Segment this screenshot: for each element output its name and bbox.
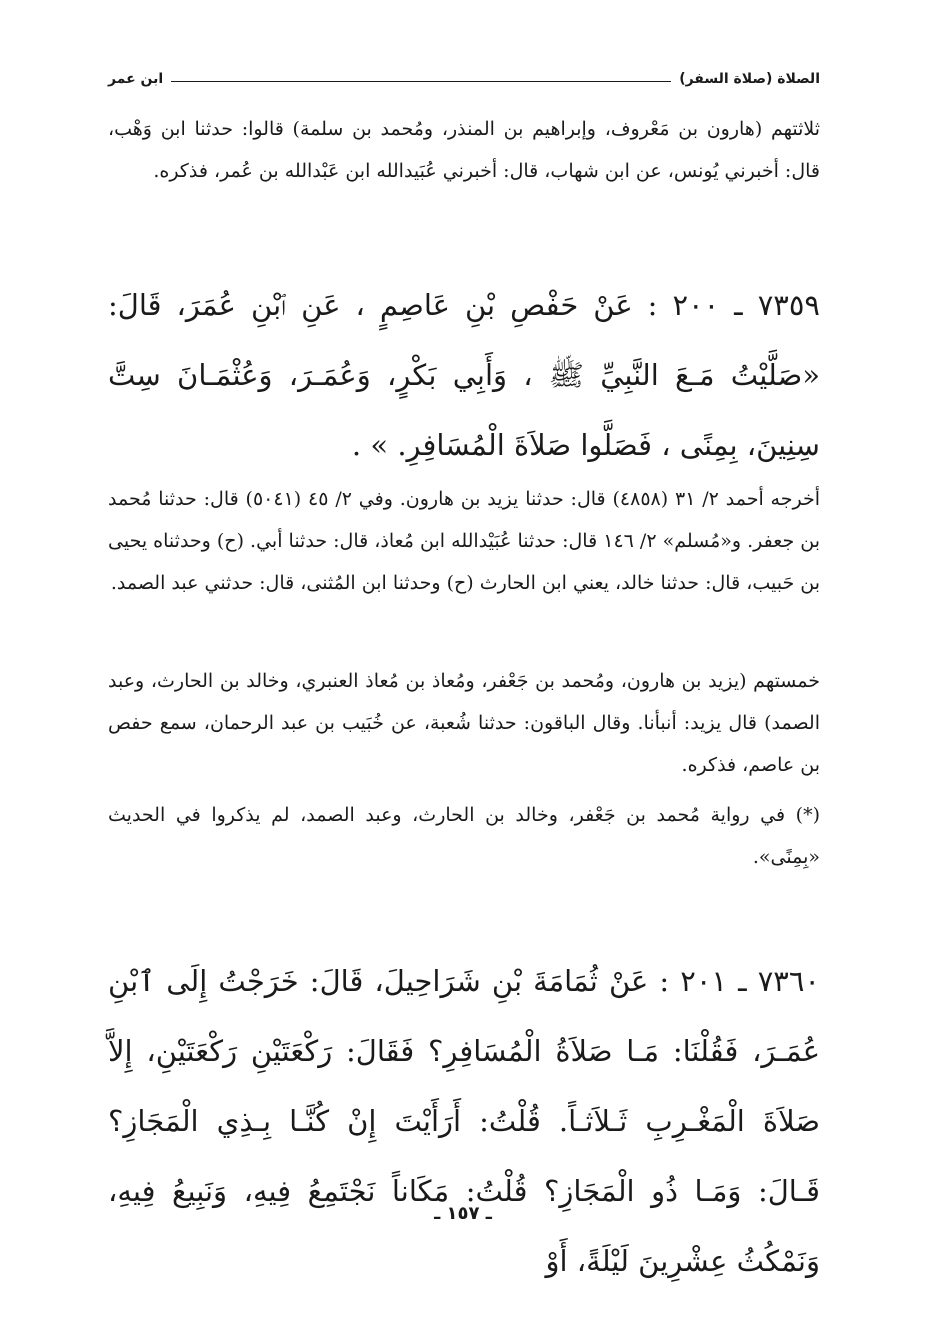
hadith-7359 (108, 270, 820, 480)
header-rule (171, 81, 671, 82)
narrators-text: خمستهم (يزيد بن هارون، ومُحمد بن جَعْفر، ومُعاذ بن مُعاذ العنبري، وخالد بن الحارث، وعبد الصمد) قال يزيد: أنبأنا. وقال الباقون: حدثنا شُعبة، عن خُبَيب بن عبد الرحمان، سمع حفص بن عاصم، فذكره. (108, 670, 820, 776)
narrators-paragraph (108, 660, 820, 786)
hadith-7360 (108, 946, 820, 1296)
chain-intro-paragraph (108, 108, 820, 192)
footnote-paragraph (108, 794, 820, 878)
hadith-7359-text: ٧٣٥٩ ـ ٢٠٠ : عَنْ حَفْصِ بْنِ عَاصِمٍ ، عَنِ ٱبْنِ عُمَرَ، قَالَ: «صَلَّيْتُ مَـعَ النَّبِيِّ ﷺ ، وَأَبِي بَكْرٍ، وَعُمَـرَ، وَعُثْمَـانَ سِتَّ سِنِينَ، بِمِنًى ، فَصَلَّوا صَلاَةَ الْمُسَافِرِ. » . (108, 288, 820, 462)
page-number: ـ ١٥٧ ـ (434, 1203, 492, 1224)
chapter-title: الصلاة (صلاة السفر) (679, 71, 820, 87)
takhrij-paragraph (108, 478, 820, 604)
narrator-name: ابن عمر (108, 71, 164, 87)
footnote-text: (*) في رواية مُحمد بن جَعْفر، وخالد بن الحارث، وعبد الصمد، لم يذكروا في الحديث «بِمِنًى». (108, 804, 820, 868)
chain-intro-text: ثلاثتهم (هارون بن مَعْروف، وإبراهيم بن المنذر، ومُحمد بن سلمة) قالوا: حدثنا ابن وَهْب، قال: أخبرني يُونس، عن ابن شهاب، قال: أخبرني عُبَيدالله ابن عَبْدالله بن عُمر، فذكره. (108, 118, 820, 182)
hadith-7360-text: ٧٣٦٠ ـ ٢٠١ : عَنْ ثُمَامَةَ بْنِ شَرَاحِيلَ، قَالَ: خَرَجْتُ إِلَى ٱبْنِ عُمَـرَ، فَقُلْنَا: مَـا صَلاَةُ الْمُسَافِرِ؟ فَقَالَ: رَكْعَتَيْنِ رَكْعَتَيْنِ، إِلاَّ صَلاَةَ الْمَغْـرِبِ ثَـلاَثـاً. قُلْتُ: أَرَأَيْتَ إِنْ كُنَّـا بِـذِي الْمَجَازِ؟ قَـالَ: وَمَـا ذُو الْمَجَازِ؟ قُلْتُ: مَكَاناً نَجْتَمِعُ فِيهِ، وَنَبِيعُ فِيهِ، وَنَمْكُثُ عِشْرِينَ لَيْلَةً، أَوْ (108, 964, 820, 1278)
takhrij-text: أخرجه أحمد ٢/ ٣١ (٤٨٥٨) قال: حدثنا يزيد بن هارون. وفي ٢/ ٤٥ (٥٠٤١) قال: حدثنا مُحمد بن جعفر. و«مُسلم» ٢/ ١٤٦ قال: حدثنا عُبَيْدالله ابن مُعاذ، قال: حدثنا أبي. (ح) وحدثناه يحيى بن حَبيب، قال: حدثنا خالد، يعني ابن الحارث (ح) وحدثنا ابن المُثنى، قال: حدثني عبد الصمد. (108, 488, 820, 594)
running-header (108, 66, 820, 92)
